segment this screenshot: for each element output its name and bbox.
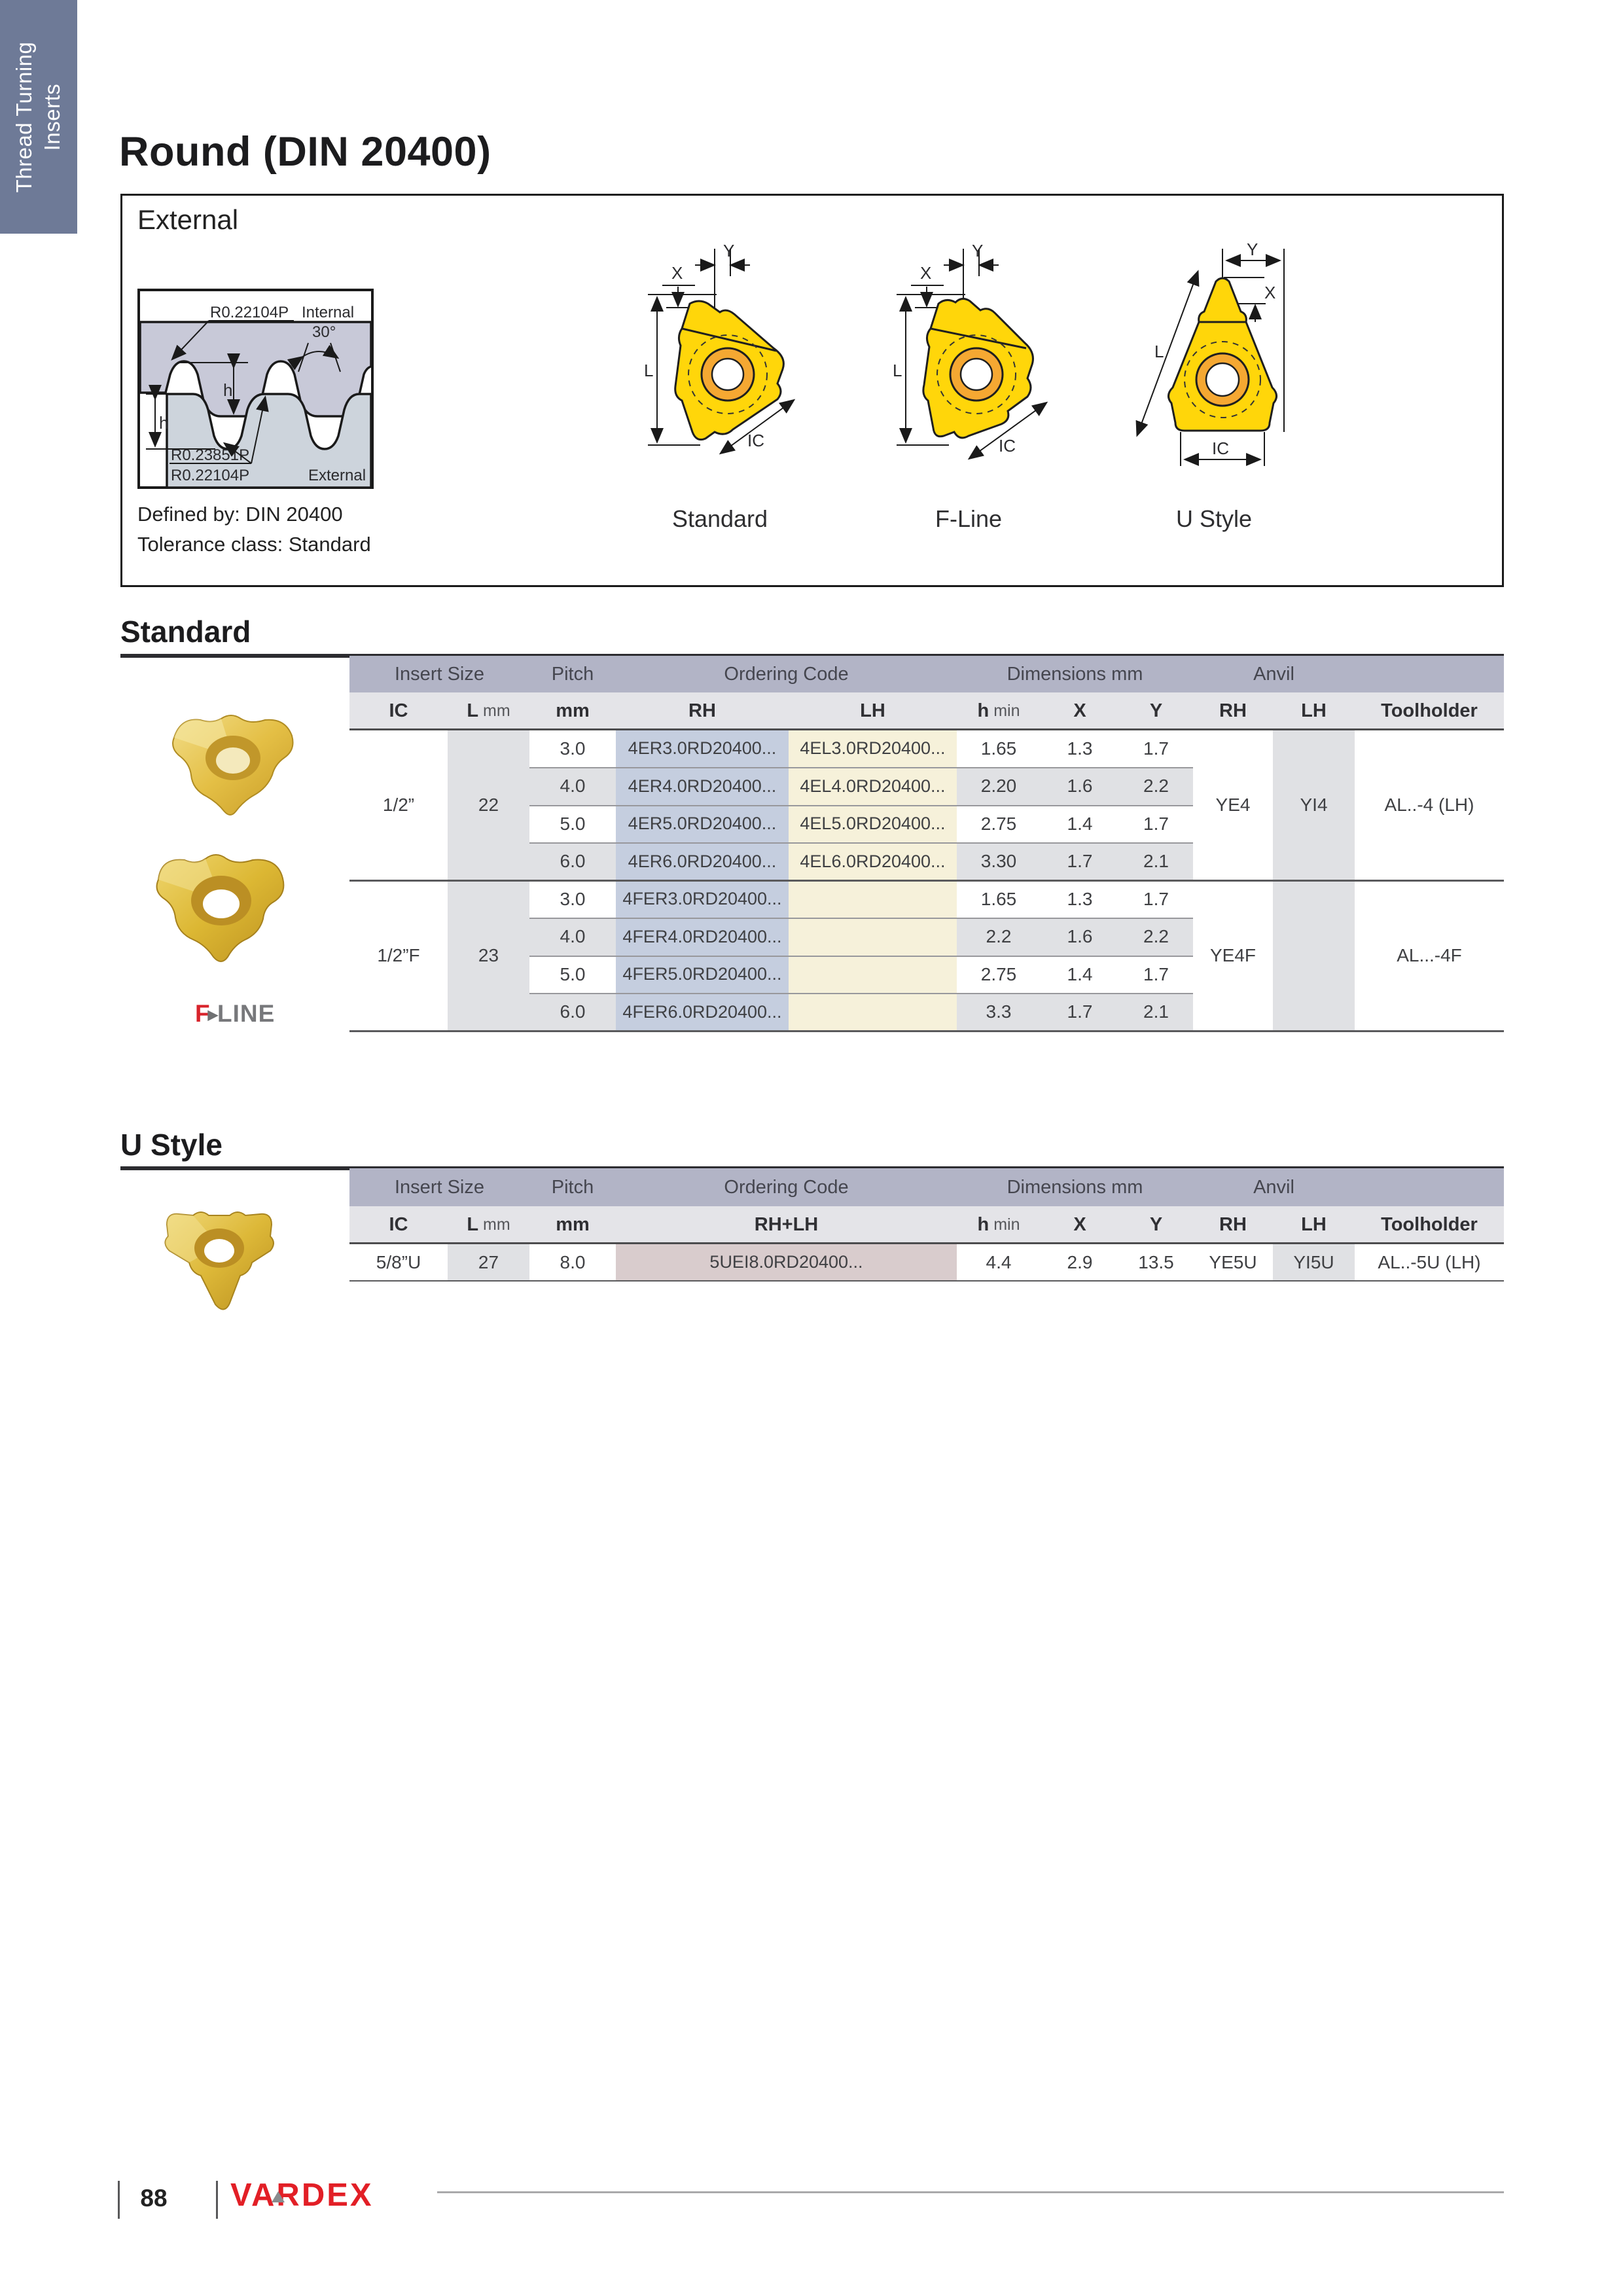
ordering-code-lh — [789, 918, 957, 956]
pitch-value: 5.0 — [560, 813, 586, 834]
thread-profile-diagram — [137, 288, 376, 491]
anvil-rh-value: YE4F — [1209, 945, 1257, 965]
sidebar-tab-line2: Inserts — [40, 83, 64, 151]
col-header-toolholder: Toolholder — [1355, 692, 1504, 730]
profile-h-external-label: h — [159, 413, 169, 433]
l-value: 22 — [448, 730, 529, 880]
ordering-code-rh-lh: 5UEI8.0RD20400... — [616, 1244, 957, 1281]
y-value: 2.2 — [1119, 918, 1193, 956]
ordering-code-lh: 4EL3.0RD20400... — [789, 730, 957, 768]
anvil-lh-value: YI4 — [1273, 730, 1355, 880]
page-title: Round (DIN 20400) — [119, 129, 491, 175]
fline-logo-arrow-icon: ▶ — [207, 1008, 219, 1022]
dim-l-label: L — [1154, 342, 1164, 361]
sidebar-tab — [0, 0, 77, 234]
hmin-value: 1.65 — [980, 888, 1017, 909]
tolerance-text: Tolerance class: Standard — [137, 533, 371, 556]
ustyle-section-heading: U Style — [120, 1128, 223, 1162]
ordering-code-lh — [789, 880, 957, 918]
x-value: 1.6 — [1041, 918, 1119, 956]
y-value: 1.7 — [1143, 738, 1169, 759]
footer-rule — [437, 2191, 1504, 2193]
x-value: 1.3 — [1067, 738, 1093, 759]
fline-insert-diagram — [870, 236, 1067, 478]
col-header-rh-lh: RH+LH — [616, 1206, 957, 1244]
dim-l-label: L — [893, 361, 902, 380]
ordering-code-lh: 4EL5.0RD20400... — [789, 805, 957, 843]
hmin-value: 1.65 — [980, 738, 1017, 759]
col-group-dimensions: Dimensions mm — [957, 656, 1193, 692]
dim-x-label: X — [1264, 283, 1276, 302]
col-header-hmin: h min — [957, 692, 1041, 730]
y-value: 13.5 — [1138, 1251, 1174, 1272]
table-bottom-rule — [349, 1280, 1504, 1282]
l-value: 23 — [448, 880, 529, 1031]
external-label: External — [137, 204, 239, 235]
ordering-code-rh: 4FER3.0RD20400... — [616, 880, 789, 918]
dim-ic-label: IC — [999, 436, 1016, 456]
col-group-insert-size: Insert Size — [349, 1168, 529, 1206]
table-rule — [349, 1242, 1504, 1244]
ustyle-table — [349, 1168, 1504, 1281]
anvil-lh-value: YI5U — [1273, 1244, 1355, 1281]
ustyle-insert-photo — [154, 1200, 285, 1331]
row-rule — [529, 918, 1193, 919]
profile-external-label: External — [308, 467, 366, 484]
ic-value: 5/8”U — [376, 1251, 421, 1272]
profile-r-bottom2-label: R0.22104P — [171, 467, 250, 484]
y-value: 2.2 — [1119, 768, 1193, 806]
caption-fline: F-Line — [935, 505, 1003, 532]
row-rule — [529, 767, 1193, 768]
pitch-value: 4.0 — [529, 768, 616, 806]
footer-divider — [216, 2181, 218, 2219]
ordering-code-rh: 4ER3.0RD20400... — [616, 730, 789, 768]
x-value: 1.3 — [1067, 888, 1093, 909]
dim-ic-label: IC — [747, 431, 764, 450]
hmin-value: 4.4 — [986, 1251, 1012, 1272]
col-group-dimensions: Dimensions mm — [957, 1168, 1193, 1206]
col-header-ic: IC — [349, 1206, 448, 1244]
ordering-code-rh: 4ER6.0RD20400... — [616, 843, 789, 881]
ordering-code-lh: 4EL6.0RD20400... — [789, 843, 957, 881]
col-header-l: L mm — [448, 1206, 529, 1244]
ic-value: 1/2”F — [377, 945, 420, 965]
col-group-anvil: Anvil — [1193, 1168, 1355, 1206]
col-group-pitch: Pitch — [529, 1168, 616, 1206]
col-header-anvil-rh: RH — [1193, 692, 1273, 730]
vardex-logo: VARDEX — [230, 2178, 374, 2213]
col-header-rh: RH — [616, 692, 789, 730]
col-header-toolholder: Toolholder — [1355, 1206, 1504, 1244]
col-group-blank — [1355, 656, 1504, 692]
hmin-value: 2.75 — [980, 963, 1017, 984]
ordering-code-rh: 4FER4.0RD20400... — [616, 918, 789, 956]
col-header-anvil-lh: LH — [1273, 1206, 1355, 1244]
dim-x-label: X — [671, 263, 683, 283]
y-value: 2.1 — [1119, 994, 1193, 1031]
col-header-y: Y — [1119, 692, 1193, 730]
dim-y-label: Y — [972, 241, 984, 260]
col-group-ordering-code: Ordering Code — [616, 1168, 957, 1206]
x-value: 2.9 — [1067, 1251, 1093, 1272]
col-group-ordering-code: Ordering Code — [616, 656, 957, 692]
caption-standard: Standard — [671, 505, 768, 532]
profile-h-internal-label: h — [223, 380, 233, 400]
standard-insert-diagram — [622, 236, 818, 478]
footer-divider — [118, 2181, 120, 2219]
dim-x-label: X — [920, 263, 932, 283]
pitch-value: 3.0 — [560, 738, 586, 759]
x-value: 1.4 — [1067, 963, 1093, 984]
col-header-y: Y — [1119, 1206, 1193, 1244]
table-rule — [349, 728, 1504, 730]
anvil-lh-value — [1273, 880, 1355, 1031]
profile-internal-label: Internal — [302, 304, 355, 321]
col-header-anvil-rh: RH — [1193, 1206, 1273, 1244]
pitch-value: 4.0 — [529, 918, 616, 956]
toolholder-value: AL...-4F — [1397, 945, 1462, 965]
anvil-rh-value: YE5U — [1209, 1251, 1257, 1272]
col-header-anvil-lh: LH — [1273, 692, 1355, 730]
col-group-insert-size: Insert Size — [349, 656, 529, 692]
col-header-hmin: h min — [957, 1206, 1041, 1244]
dim-y-label: Y — [723, 241, 735, 260]
col-header-lh: LH — [789, 692, 957, 730]
standard-section-heading: Standard — [120, 615, 251, 649]
col-group-pitch: Pitch — [529, 656, 616, 692]
profile-r-bottom1-label: R0.23851P — [171, 446, 250, 464]
ordering-code-rh: 4ER5.0RD20400... — [616, 805, 789, 843]
l-value: 27 — [448, 1244, 529, 1281]
profile-angle-label: 30° — [312, 323, 336, 341]
pitch-value: 3.0 — [560, 888, 586, 909]
toolholder-value: AL..-4 (LH) — [1384, 795, 1474, 815]
row-rule — [529, 956, 1193, 957]
col-header-ic: IC — [349, 692, 448, 730]
fline-logo-line: LINE — [217, 1000, 276, 1027]
pitch-value: 6.0 — [529, 843, 616, 881]
ordering-code-rh: 4FER5.0RD20400... — [616, 956, 789, 994]
col-header-x: X — [1041, 692, 1119, 730]
y-value: 2.1 — [1119, 843, 1193, 881]
y-value: 1.7 — [1143, 963, 1169, 984]
col-header-pitch-mm: mm — [529, 1206, 616, 1244]
dim-y-label: Y — [1247, 240, 1258, 259]
col-header-pitch-mm: mm — [529, 692, 616, 730]
row-rule — [529, 993, 1193, 994]
col-header-l: L mm — [448, 692, 529, 730]
pitch-value: 5.0 — [560, 963, 586, 984]
vardex-logo-triangle-icon — [272, 2191, 285, 2202]
dim-l-label: L — [644, 361, 654, 380]
hmin-value: 2.2 — [957, 918, 1041, 956]
x-value: 1.7 — [1041, 843, 1119, 881]
profile-r-top-label: R0.22104P — [210, 304, 289, 321]
fline-logo — [195, 1000, 275, 1028]
standard-insert-photo — [162, 702, 305, 826]
col-group-blank — [1355, 1168, 1504, 1206]
ordering-code-rh: 4FER6.0RD20400... — [616, 994, 789, 1031]
hmin-value: 3.30 — [957, 843, 1041, 881]
ordering-code-lh — [789, 994, 957, 1031]
col-group-anvil: Anvil — [1193, 656, 1355, 692]
ordering-code-rh: 4ER4.0RD20400... — [616, 768, 789, 806]
ic-value: 1/2” — [382, 795, 415, 815]
anvil-rh-value: YE4 — [1215, 795, 1251, 815]
sidebar-tab-line1: Thread Turning — [12, 41, 37, 192]
ustyle-insert-diagram — [1113, 236, 1315, 478]
pitch-value: 8.0 — [560, 1251, 586, 1272]
row-rule — [529, 805, 1193, 806]
fline-logo-f: F — [195, 1000, 211, 1027]
y-value: 1.7 — [1143, 888, 1169, 909]
group-rule — [349, 880, 1504, 882]
x-value: 1.7 — [1041, 994, 1119, 1031]
page-number: 88 — [140, 2185, 168, 2212]
fline-insert-photo — [148, 840, 305, 975]
toolholder-value: AL..-5U (LH) — [1378, 1251, 1481, 1272]
table-bottom-rule — [349, 1030, 1504, 1032]
defined-by-text: Defined by: DIN 20400 — [137, 503, 343, 526]
ordering-code-lh — [789, 956, 957, 994]
hmin-value: 3.3 — [957, 994, 1041, 1031]
hmin-value: 2.75 — [980, 813, 1017, 834]
y-value: 1.7 — [1143, 813, 1169, 834]
caption-ustyle: U Style — [1175, 505, 1253, 532]
pitch-value: 6.0 — [529, 994, 616, 1031]
x-value: 1.6 — [1041, 768, 1119, 806]
ordering-code-lh: 4EL4.0RD20400... — [789, 768, 957, 806]
col-header-x: X — [1041, 1206, 1119, 1244]
dim-ic-label: IC — [1212, 439, 1229, 458]
row-rule — [529, 842, 1193, 844]
hmin-value: 2.20 — [957, 768, 1041, 806]
x-value: 1.4 — [1067, 813, 1093, 834]
